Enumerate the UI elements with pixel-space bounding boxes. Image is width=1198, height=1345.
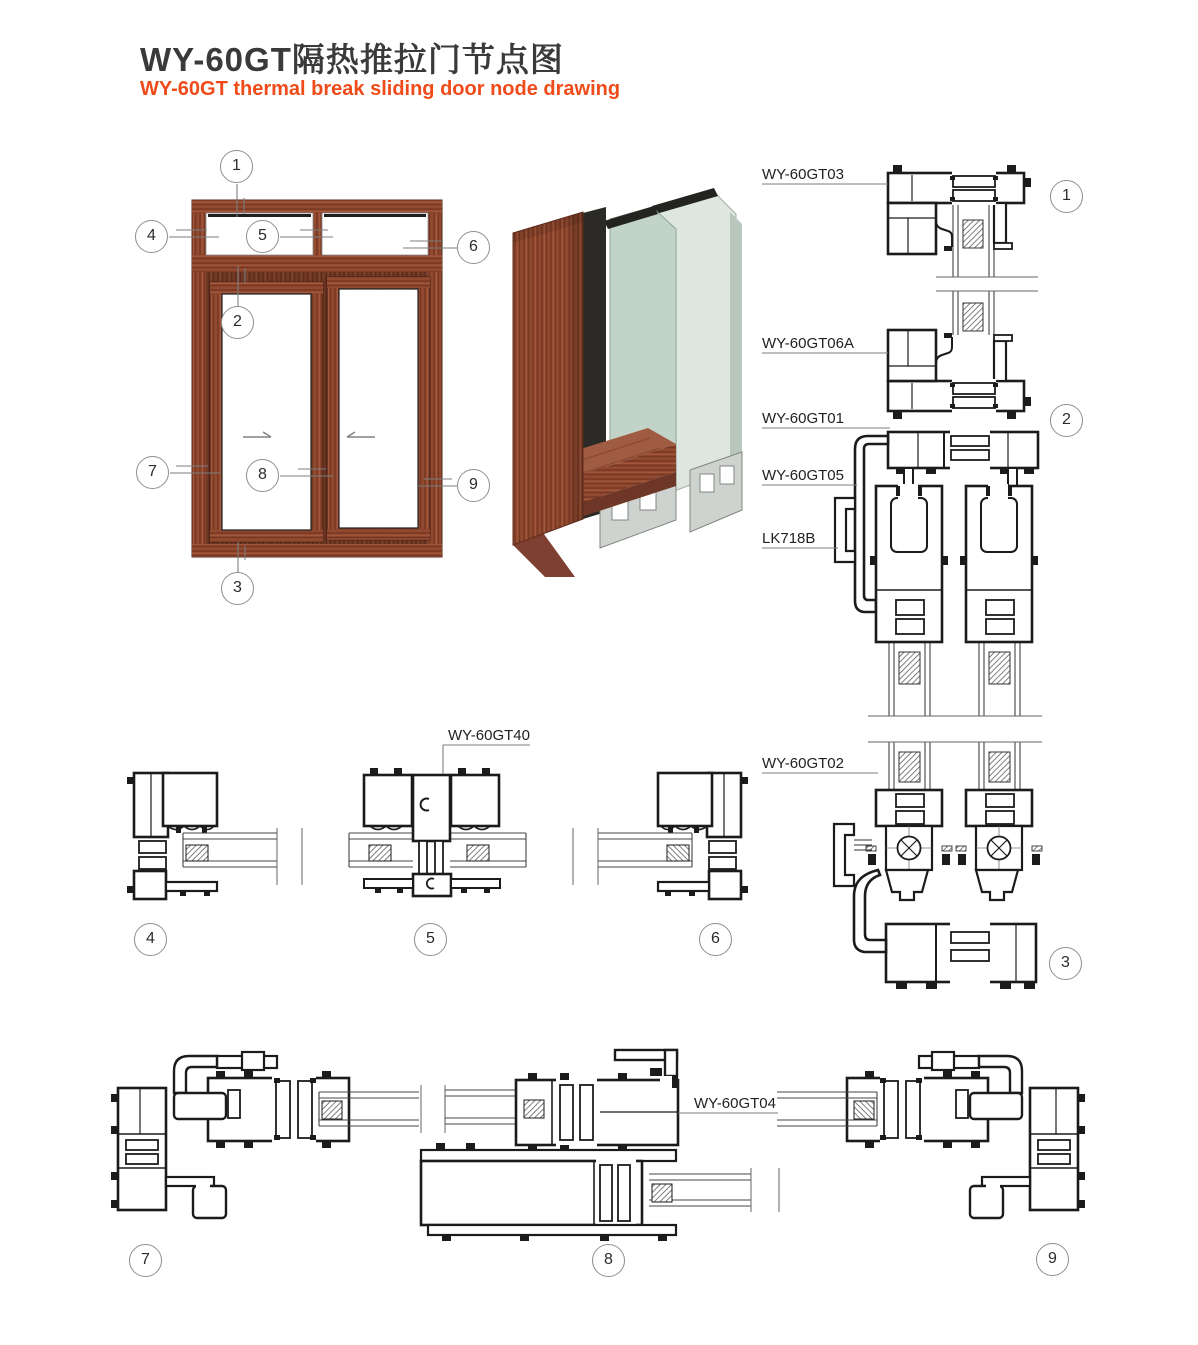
vertical-section-details (762, 165, 1042, 989)
elevation-callout-7: 7 (136, 456, 169, 489)
part-label-gt03: WY-60GT03 (762, 166, 844, 183)
elevation-callout-3: 3 (221, 572, 254, 605)
section-callout-7: 7 (129, 1244, 162, 1277)
section-callout-9: 9 (1036, 1243, 1069, 1276)
elevation-callout-8: 8 (246, 459, 279, 492)
part-label-gt05: WY-60GT05 (762, 467, 844, 484)
section-callout-2: 2 (1050, 404, 1083, 437)
page-subtitle: WY-60GT thermal break sliding door node drawing (140, 78, 621, 100)
profile-3d-render (513, 188, 742, 577)
sash-section-details (111, 1050, 1085, 1241)
section-callout-5: 5 (414, 923, 447, 956)
door-elevation (169, 184, 457, 572)
part-label-gt04: WY-60GT04 (694, 1095, 776, 1112)
part-label-lk718b: LK718B (762, 530, 816, 547)
part-label-gt02: WY-60GT02 (762, 755, 844, 772)
elevation-callout-5: 5 (246, 220, 279, 253)
transom-section-details (127, 745, 748, 899)
section-callout-3: 3 (1049, 947, 1082, 980)
elevation-callout-2: 2 (221, 306, 254, 339)
elevation-callout-1: 1 (220, 150, 253, 183)
section-callout-1: 1 (1050, 180, 1083, 213)
section-callout-8: 8 (592, 1244, 625, 1277)
part-label-gt40: WY-60GT40 (448, 727, 530, 744)
section-callout-4: 4 (134, 923, 167, 956)
page-title: WY-60GT隔热推拉门节点图 (140, 41, 564, 78)
part-label-gt01: WY-60GT01 (762, 410, 844, 427)
elevation-callout-4: 4 (135, 220, 168, 253)
elevation-callout-9: 9 (457, 469, 490, 502)
section-callout-6: 6 (699, 923, 732, 956)
part-label-gt06a: WY-60GT06A (762, 335, 854, 352)
elevation-callout-6: 6 (457, 231, 490, 264)
